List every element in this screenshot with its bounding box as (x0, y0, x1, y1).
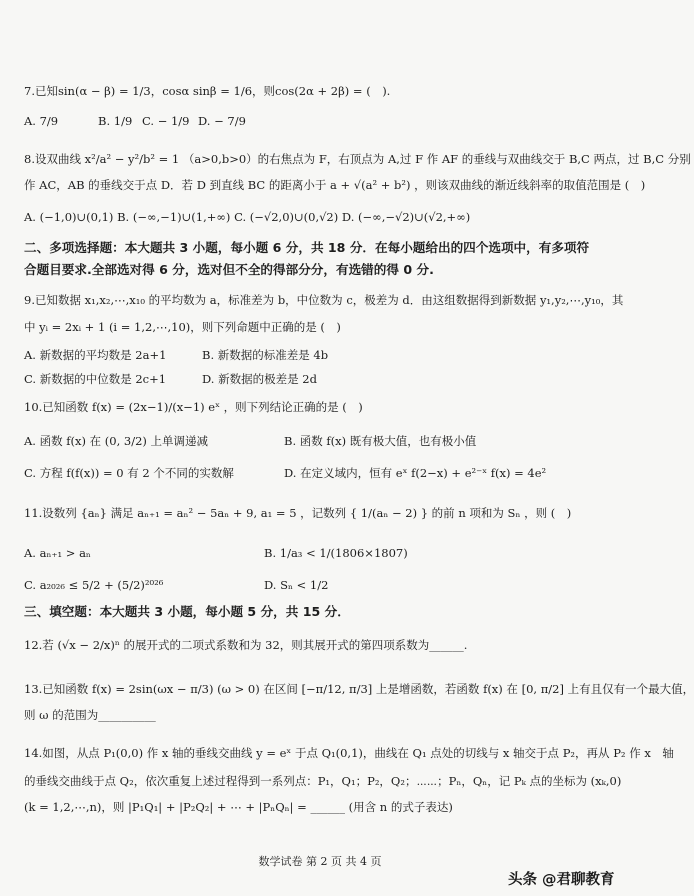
question-10-option-d: D. 在定义域内，恒有 eˣ f(2−x) + e²⁻ˣ f(x) = 4e² (284, 466, 547, 480)
watermark: 头条 @君聊教育 (508, 872, 615, 888)
question-11-option-a: A. aₙ₊₁ > aₙ (24, 546, 91, 560)
question-9-option-c: C. 新数据的中位数是 2c+1 (24, 372, 167, 386)
question-14-line-2: 的垂线交曲线于点 Q₂，依次重复上述过程得到一系列点：P₁，Q₁；P₂，Q₂；⋯⋯；Pₙ，Qₙ，记 Pₖ 点的坐标为 (xₖ,0) (24, 774, 622, 788)
question-9-option-d: D. 新数据的极差是 2d (202, 372, 317, 386)
section-2-heading-line-1: 二、多项选择题：本大题共 3 小题，每小题 6 分，共 18 分．在每小题给出的四个选项中，有多项符 (24, 240, 590, 255)
question-13-line-2: 则 ω 的范围为__________ (24, 708, 156, 722)
question-7-stem: 7.已知sin(α − β) = 1/3，cosα sinβ = 1/6，则cos(2α + 2β) = ( ). (24, 84, 391, 98)
question-8-line-2: 作 AC，AB 的垂线交于点 D．若 D 到直线 BC 的距离小于 a + √(a² + b²) ，则该双曲线的渐近线斜率的取值范围是 ( ) (24, 178, 646, 192)
question-7-option-c: C. − 1/9 (142, 114, 190, 128)
question-9-option-b: B. 新数据的标准差是 4b (202, 348, 329, 362)
question-14-line-1: 14.如图，从点 P₁(0,0) 作 x 轴的垂线交曲线 y = eˣ 于点 Q₁(0,1)，曲线在 Q₁ 点处的切线与 x 轴交于点 P₂，再从 P₂ 作 x 轴 (24, 746, 674, 760)
question-13-line-1: 13.已知函数 f(x) = 2sin(ωx − π/3) (ω > 0) 在区间 [−π/12, π/3] 上是增函数，若函数 f(x) 在 [0, π/2] 上有且仅有一个最大值， (24, 682, 694, 696)
question-7-option-d: D. − 7/9 (198, 114, 246, 128)
question-11-option-d: D. Sₙ < 1/2 (264, 578, 329, 592)
page-footer: 数学试卷 第 2 页 共 4 页 (258, 855, 382, 868)
question-12: 12.若 (√x − 2/x)ⁿ 的展开式的二项式系数和为 32，则其展开式的第四项系数为______. (24, 638, 468, 652)
question-7-option-a: A. 7/9 (24, 114, 59, 128)
question-10-option-b: B. 函数 f(x) 既有极大值，也有极小值 (284, 434, 477, 448)
question-8-line-1: 8.设双曲线 x²/a² − y²/b² = 1 （a>0,b>0）的右焦点为 F，右顶点为 A,过 F 作 AF 的垂线与双曲线交于 B,C 两点，过 B,C 分别 (24, 152, 691, 166)
section-2-heading-line-2: 合题目要求.全部选对得 6 分，选对但不全的得部分分，有选错的得 0 分. (24, 262, 434, 277)
question-10-option-c: C. 方程 f(f(x)) = 0 有 2 个不同的实数解 (24, 466, 234, 480)
question-9-option-a: A. 新数据的平均数是 2a+1 (24, 348, 167, 362)
question-10-option-a: A. 函数 f(x) 在 (0, 3/2) 上单调递减 (24, 434, 209, 448)
question-11-stem: 11.设数列 {aₙ} 满足 aₙ₊₁ = aₙ² − 5aₙ + 9, a₁ = 5 ，记数列 { 1/(aₙ − 2) } 的前 n 项和为 Sₙ ，则 ( ) (24, 506, 572, 520)
question-10-stem: 10.已知函数 f(x) = (2x−1)/(x−1) eˣ ，则下列结论正确的是 ( ) (24, 400, 363, 414)
question-14-line-3: (k = 1,2,⋯,n)，则 |P₁Q₁| + |P₂Q₂| + ⋯ + |PₙQₙ| = ______ (用含 n 的式子表达) (24, 800, 453, 814)
section-3-heading: 三、填空题：本大题共 3 小题，每小题 5 分，共 15 分． (24, 604, 350, 619)
question-8-options: A. (−1,0)∪(0,1) B. (−∞,−1)∪(1,+∞) C. (−√2,0)∪(0,√2) D. (−∞,−√2)∪(√2,+∞) (24, 210, 471, 224)
question-11-option-c: C. a₂₀₂₆ ≤ 5/2 + (5/2)²⁰²⁶ (24, 578, 164, 592)
question-11-option-b: B. 1/a₃ < 1/(1806×1807) (264, 546, 408, 560)
question-9-line-1: 9.已知数据 x₁,x₂,⋯,x₁₀ 的平均数为 a，标准差为 b，中位数为 c，极差为 d．由这组数据得到新数据 y₁,y₂,⋯,y₁₀，其 (24, 293, 624, 307)
question-9-line-2: 中 yᵢ = 2xᵢ + 1 (i = 1,2,⋯,10)，则下列命题中正确的是 ( ) (24, 320, 341, 334)
question-7-option-b: B. 1/9 (98, 114, 133, 128)
